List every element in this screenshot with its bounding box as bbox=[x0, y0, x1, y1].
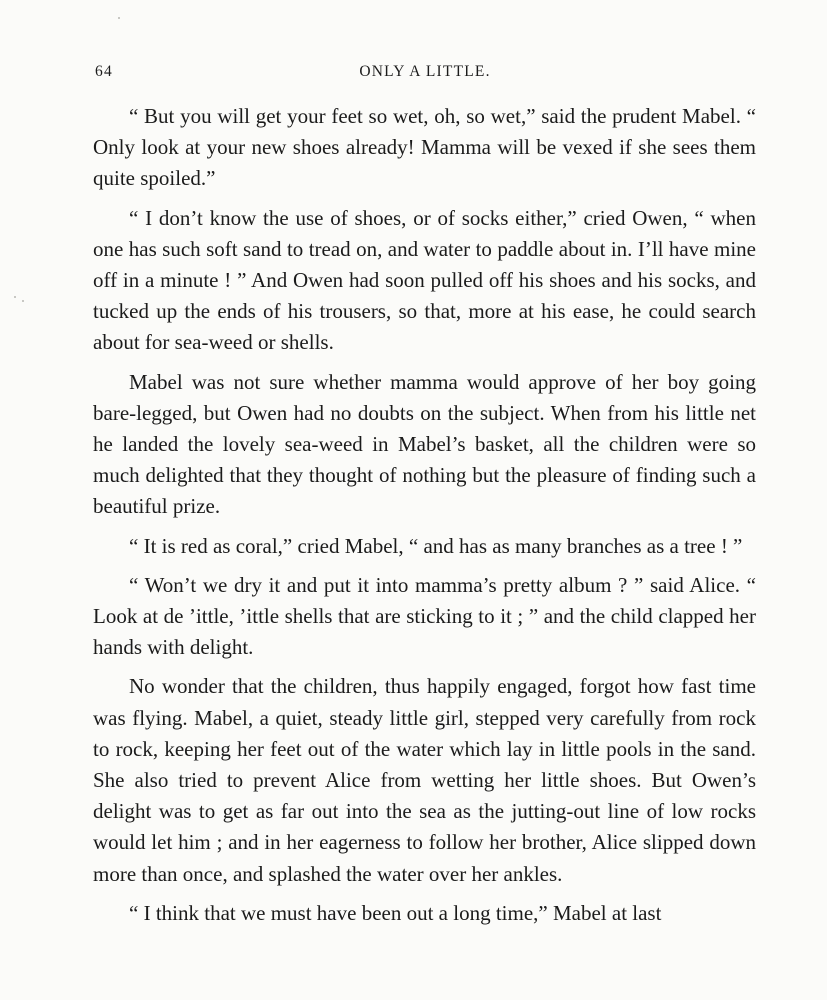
running-title: ONLY A LITTLE. bbox=[359, 63, 491, 80]
paper-speck bbox=[14, 296, 16, 298]
paper-speck bbox=[22, 300, 24, 302]
paper-speck bbox=[118, 17, 120, 19]
paragraph: Mabel was not sure whether mamma would approve of her boy going bare-legged, but Owen had no doubts on the subject. When from his little net he landed the lovely sea-weed in Mabel’s basket, all the children were so much delighted that they thought of nothing but the pleasure of finding such a beautiful prize. bbox=[93, 369, 756, 519]
paragraph: “ It is red as coral,” cried Mabel, “ and has as many branches as a tree ! ” bbox=[129, 533, 743, 558]
paragraph: “ But you will get your feet so wet, oh, so wet,” said the prudent Mabel. “ Only look at your new shoes already! Mamma will be vexed if she sees them quite spoiled.” bbox=[93, 104, 756, 191]
paragraph: “ I think that we must have been out a long time,” Mabel at last bbox=[129, 900, 662, 925]
page-number: 64 bbox=[95, 63, 113, 80]
paragraph: No wonder that the children, thus happily engaged, forgot how fast time was flying. Mabel, a quiet, steady little girl, stepped very carefully from rock to rock, keeping her feet out of the water which lay in little pools in the sand. She also tried to prevent Alice from wetting her little shoes. But Owen’s delight was to get as far out into the sea as the jutting-out line of low rocks would let him ; and in her eagerness to follow her brother, Alice slipped down more than once, and splashed the water over her ankles. bbox=[93, 674, 756, 886]
body-text bbox=[93, 101, 756, 929]
paragraph: “ I don’t know the use of shoes, or of socks either,” cried Owen, “ when one has such soft sand to tread on, and water to paddle about in. I’ll have mine off in a minute ! ” And Owen had soon pulled off his shoes and his socks, and tucked up the ends of his trousers, so that, more at his ease, he could search about for sea-weed or shells. bbox=[93, 205, 756, 355]
paragraph: “ Won’t we dry it and put it into mamma’s pretty album ? ” said Alice. “ Look at de ’ittle, ’ittle shells that are sticking to it ; ” and the child clapped her hands with delight. bbox=[93, 572, 756, 660]
page-header bbox=[95, 63, 755, 85]
